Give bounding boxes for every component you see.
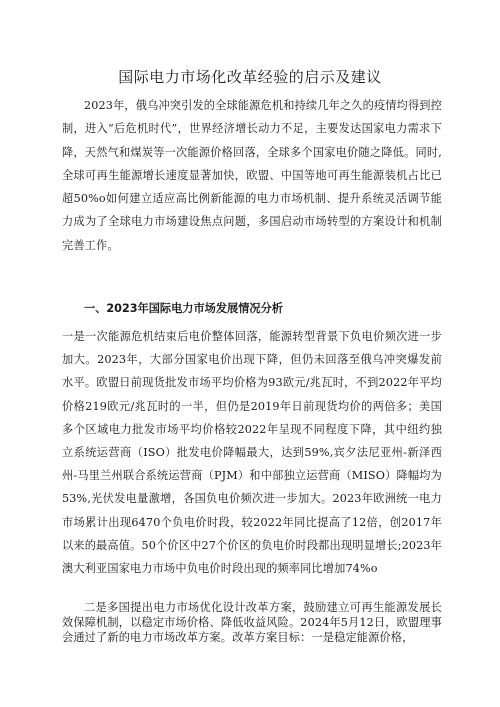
intro-paragraph: 2023年，俄乌冲突引发的全球能源危机和持续几年之久的疫情均得到控制，进入“后危机时代”，世界经济增长动力不足，主要发达国家电力需求下降，天然气和煤炭等一次能源价格回落，全球多个国家电价随之降低。同时,全球可再生能源增长速度显著加快，欧盟、中国等地可再生能源装机占比已超50%o如何建立适应高比例新能源的电力市场机制、提升系统灵活调节能力成为了全球电力市场建设焦点问题，多国启动市场转型的方案设计和机制完善工作。 <box>62 99 442 252</box>
page-title: 国际电力市场化改革经验的启示及建议 <box>118 68 382 86</box>
reform-paragraph: 二是多国提出电力市场优化设计改革方案，鼓励建立可再生能源发展长效保障机制，以稳定市场价格、降低收益风险。2024年5月12日，欧盟理事会通过了新的电力市场改革方案。改革方案目标：一是稳定能源价格， <box>62 601 442 644</box>
market-analysis-paragraph: 一是一次能源危机结束后电价整体回落，能源转型背景下负电价频次进一步加大。2023年，大部分国家电价出现下降，但仍未回落至俄乌冲突爆发前水平。欧盟日前现货批发市场平均价格为93欧元/兆瓦时，不到2022年平均价格219欧元/兆瓦时的一半，但仍是2019年日前现货均价的两倍多；美国多个区域电力批发市场平均价格较2022年呈现不同程度下降，其中纽约独立系统运营商（ISO）批发电价降幅最大，达到59%,宾夕法尼亚州-新泽西州-马里兰州联合系统运营商（PJM）和中部独立运营商（MISO）降幅均为53%,光伏发电量激增，各国负电价频次进一步加大。2023年欧洲统一电力市场累计出现6470个负电价时段，较2022年同比提高了12倍，创2017年以来的最高值。50个价区中27个价区的负电价时段都出现明显增长;2023年澳大利亚国家电力市场中负电价时段出现的频率同比增加74%o <box>62 330 442 576</box>
intro-section <box>62 94 442 257</box>
section-body <box>62 325 442 580</box>
reform-section <box>62 600 442 645</box>
section-heading: 一、2023年国际电力市场发展情况分析 <box>84 302 283 315</box>
